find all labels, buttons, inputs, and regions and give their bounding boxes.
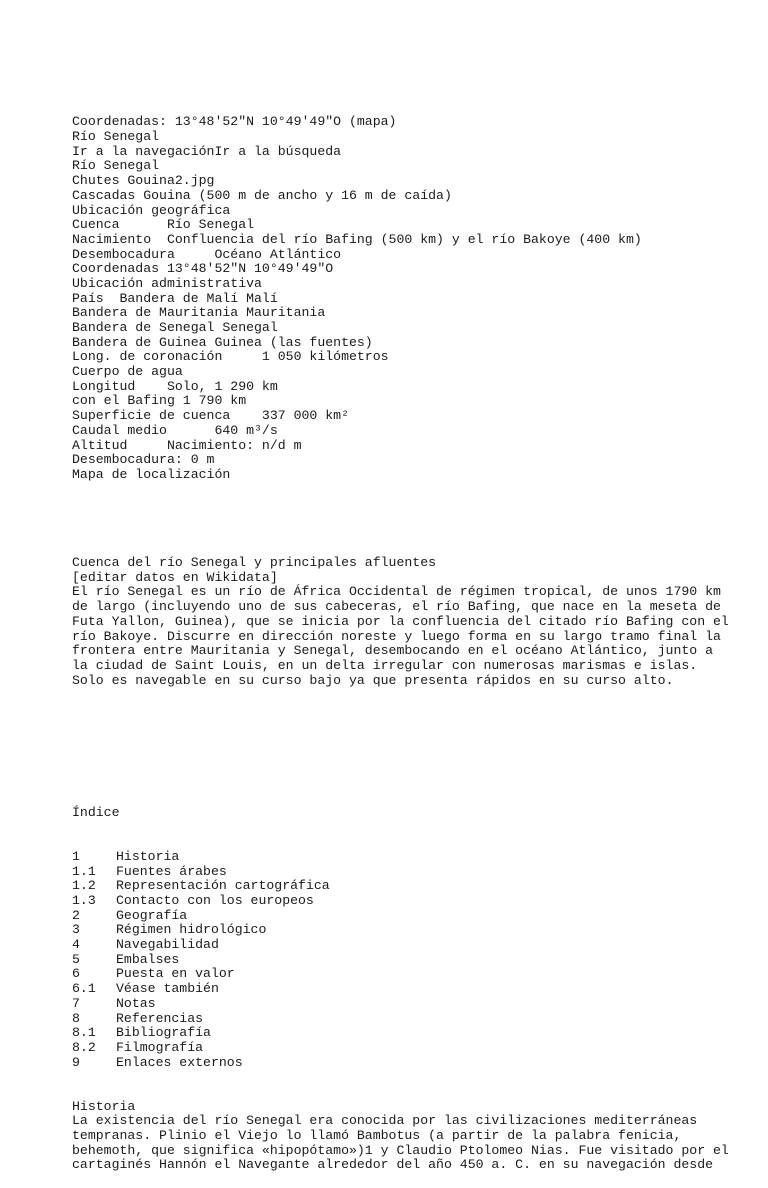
- text-line: Ir a la navegaciónIr a la búsqueda: [72, 143, 342, 159]
- toc-item[interactable]: [72, 953, 712, 968]
- toc-item-label: Embalses: [116, 951, 180, 967]
- toc-item[interactable]: [72, 967, 712, 982]
- paragraph-line: tempranas. Plinio el Viejo lo llamó Bambotus (a partir de la palabra fenicia,: [72, 1128, 682, 1144]
- toc-item[interactable]: [72, 1056, 712, 1071]
- text-line: Río Senegal: [72, 129, 160, 145]
- spacer: [72, 762, 712, 777]
- toc-item-label: Enlaces externos: [116, 1054, 243, 1070]
- toc-item[interactable]: [72, 879, 712, 894]
- text-line: con el Bafing 1 790 km: [72, 393, 247, 409]
- text-line: Superficie de cuenca 337 000 km²: [72, 408, 349, 424]
- text-line: Caudal medio 640 m³/s: [72, 422, 278, 438]
- toc-item-number: 8.1: [72, 1025, 96, 1041]
- history-section: [72, 1098, 729, 1173]
- toc-item[interactable]: [72, 894, 712, 909]
- paragraph-line: Futa Yallon, Guinea), que se inicia por la confluencia del citado río Bafing con el: [72, 613, 729, 629]
- toc-item[interactable]: [72, 1026, 712, 1041]
- text-line: Cascadas Gouina (500 m de ancho y 16 m de caída): [72, 187, 452, 203]
- toc-item-number: 2: [72, 907, 80, 923]
- toc-item[interactable]: [72, 938, 712, 953]
- text-line: Ubicación administrativa: [72, 275, 262, 291]
- text-line: Ubicación geográfica: [72, 202, 231, 218]
- toc-item-label: Historia: [116, 848, 180, 864]
- toc-item-label: Notas: [116, 995, 156, 1011]
- toc-item-number: 1: [72, 848, 80, 864]
- toc-item-label: Geografía: [116, 907, 188, 923]
- paragraph-line: behemoth, que significa «hipopótamo»)1 y Claudio Ptolomeo Nias. Fue visitado por el: [72, 1142, 729, 1158]
- table-of-contents: [72, 850, 712, 1070]
- text-line: Cuerpo de agua: [72, 364, 183, 380]
- toc-item-label: Representación cartográfica: [116, 878, 330, 894]
- text-line: Bandera de Senegal Senegal: [72, 320, 278, 336]
- spacer: [72, 512, 712, 527]
- toc-item-label: Puesta en valor: [116, 966, 235, 982]
- paragraph-line: la ciudad de Saint Louis, en un delta irregular con numerosas marismas e islas.: [72, 657, 698, 673]
- document-body: [72, 86, 729, 1188]
- text-line: Long. de coronación 1 050 kilómetros: [72, 349, 389, 365]
- toc-item-label: Véase también: [116, 981, 219, 997]
- toc-item-number: 1.1: [72, 863, 96, 879]
- paragraph-line: cartaginés Hannón el Navegante alrededor del año 450 a. C. en su navegación desde: [72, 1157, 714, 1173]
- toc-item-number: 7: [72, 995, 80, 1011]
- toc-item[interactable]: [72, 923, 712, 938]
- text-line: Chutes Gouina2.jpg: [72, 173, 215, 189]
- text-line: Longitud Solo, 1 290 km: [72, 378, 278, 394]
- paragraph-line: Cuenca del río Senegal y principales afluentes: [72, 555, 437, 571]
- toc-item-number: 8: [72, 1010, 80, 1026]
- toc-item[interactable]: [72, 865, 712, 880]
- text-line: Altitud Nacimiento: n/d m: [72, 437, 302, 453]
- toc-item-label: Régimen hidrológico: [116, 922, 267, 938]
- paragraph-line: El río Senegal es un río de África Occidental de régimen tropical, de unos 1790 km: [72, 584, 721, 600]
- text-line: Río Senegal: [72, 158, 160, 174]
- toc-item[interactable]: [72, 1041, 712, 1056]
- paragraph-line: [editar datos en Wikidata]: [72, 569, 278, 585]
- toc-item-number: 9: [72, 1054, 80, 1070]
- text-line: Mapa de localización: [72, 466, 231, 482]
- toc-item-label: Filmografía: [116, 1039, 204, 1055]
- text-line: Bandera de Guinea Guinea (las fuentes): [72, 334, 373, 350]
- toc-item[interactable]: [72, 997, 712, 1012]
- paragraph-line: Historia: [72, 1098, 136, 1114]
- toc-title: Índice: [72, 804, 120, 820]
- paragraph-line: Solo es navegable en su curso bajo ya que presenta rápidos en su curso alto.: [72, 672, 674, 688]
- text-line: Cuenca Río Senegal: [72, 217, 255, 233]
- toc-item-label: Bibliografía: [116, 1025, 211, 1041]
- toc-item[interactable]: [72, 982, 712, 997]
- toc-item-label: Fuentes árabes: [116, 863, 227, 879]
- toc-item-label: Referencias: [116, 1010, 204, 1026]
- text-line: País Bandera de Malí Malí: [72, 290, 278, 306]
- paragraph-line: de largo (incluyendo uno de sus cabeceras, el río Bafing, que nace en la meseta de: [72, 599, 721, 615]
- toc-item-number: 6: [72, 966, 80, 982]
- infobox-text-block: [72, 115, 712, 482]
- toc-item-label: Navegabilidad: [116, 937, 219, 953]
- toc-item-number: 6.1: [72, 981, 96, 997]
- text-line: Bandera de Mauritania Mauritania: [72, 305, 326, 321]
- paragraph-line: río Bakoye. Discurre en dirección noreste y luego forma en su largo tramo final la: [72, 628, 721, 644]
- text-line: Nacimiento Confluencia del río Bafing (500 km) y el río Bakoye (400 km): [72, 231, 642, 247]
- paragraph-line: La existencia del río Senegal era conocida por las civilizaciones mediterráneas: [72, 1113, 698, 1129]
- toc-item-label: Contacto con los europeos: [116, 893, 314, 909]
- paragraph-line: frontera entre Mauritania y Senegal, desembocando en el océano Atlántico, junto a: [72, 643, 714, 659]
- intro-paragraph: [72, 555, 729, 688]
- toc-item-number: 5: [72, 951, 80, 967]
- toc-item[interactable]: [72, 850, 712, 865]
- text-line: Coordenadas 13°48′52″N 10°49′49″O: [72, 261, 334, 277]
- toc-item-number: 4: [72, 937, 80, 953]
- spacer: [72, 718, 712, 733]
- toc-item-number: 8.2: [72, 1039, 96, 1055]
- text-line: Desembocadura: 0 m: [72, 452, 215, 468]
- toc-item[interactable]: [72, 1012, 712, 1027]
- toc-item-number: 3: [72, 922, 80, 938]
- toc-item-number: 1.3: [72, 893, 96, 909]
- toc-item-number: 1.2: [72, 878, 96, 894]
- text-line: Desembocadura Océano Atlántico: [72, 246, 342, 262]
- text-line: Coordenadas: 13°48′52″N 10°49′49″O (mapa): [72, 114, 397, 130]
- toc-item[interactable]: [72, 909, 712, 924]
